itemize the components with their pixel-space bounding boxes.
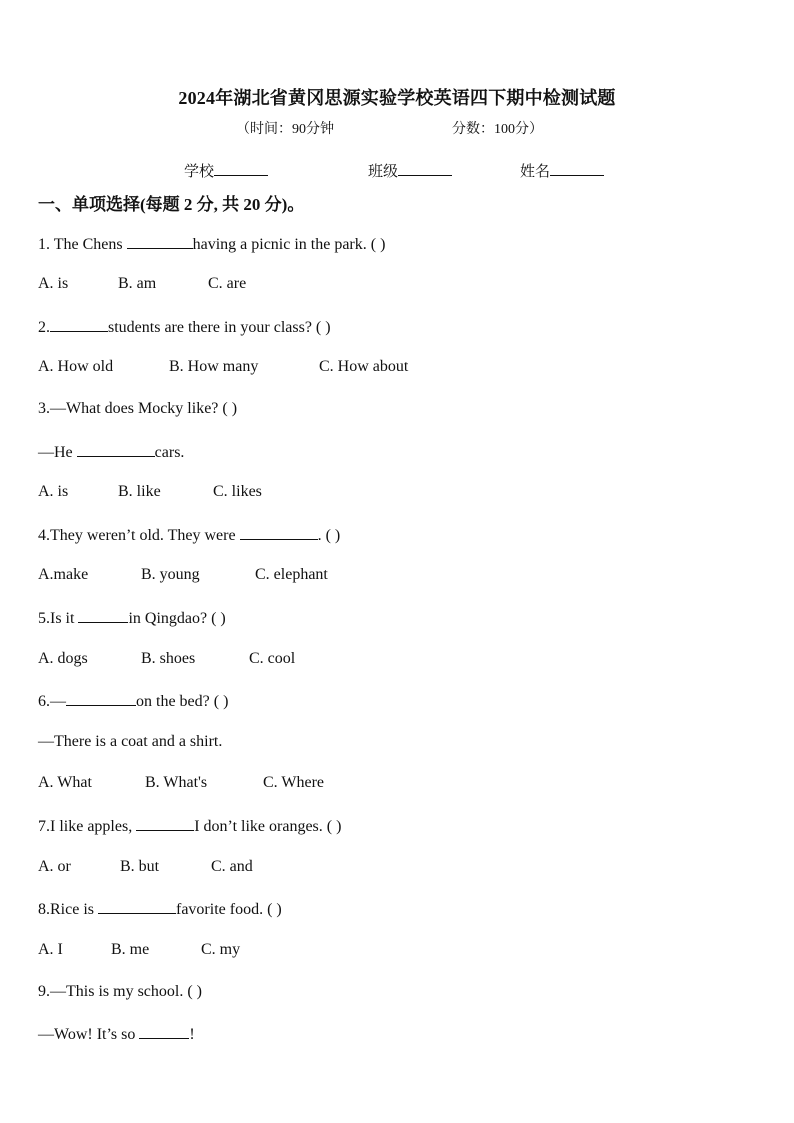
options-6: [38, 774, 324, 792]
question-5: [38, 608, 226, 628]
answer-blank: [78, 608, 128, 623]
option-a: A. What: [38, 774, 92, 791]
name-field: [520, 160, 604, 181]
option-b: B. like: [118, 483, 161, 500]
option-c: C. cool: [249, 650, 296, 667]
reply-text: cars.: [154, 444, 185, 461]
name-label: 姓名: [520, 164, 551, 180]
question-1: [38, 234, 385, 254]
options-4: [38, 566, 328, 584]
option-a: A. is: [38, 483, 69, 500]
options-7: [38, 858, 253, 876]
option-c: C. my: [201, 941, 241, 958]
question-3: [38, 400, 237, 418]
exam-score: 分数：100分）: [452, 122, 543, 137]
options-8: [38, 941, 240, 959]
options-1: [38, 275, 246, 293]
question-text: students are there in your class? ( ): [108, 319, 331, 336]
reply-text: !: [189, 1026, 195, 1043]
question-text: 6.—: [38, 693, 66, 710]
question-8: [38, 899, 282, 919]
answer-blank: [77, 442, 155, 457]
exam-meta: [236, 118, 696, 138]
question-text: 1. The Chens: [38, 236, 127, 253]
option-b: B. am: [118, 275, 157, 292]
question-text: 4.They weren’t old. They were: [38, 527, 240, 544]
question-text: 5.Is it: [38, 610, 79, 627]
question-text: 8.Rice is: [38, 901, 98, 918]
options-2: [38, 358, 408, 376]
question-text: I don’t like oranges. ( ): [194, 818, 342, 835]
option-a: A. or: [38, 858, 71, 875]
option-b: B. How many: [169, 358, 259, 375]
option-c: C. Where: [263, 774, 325, 791]
question-text: 7.I like apples,: [38, 818, 137, 835]
option-b: B. young: [141, 566, 200, 583]
option-b: B. me: [111, 941, 150, 958]
answer-blank: [98, 899, 176, 914]
option-b: B. but: [120, 858, 160, 875]
section-title: 一、单项选择(每题 2 分, 共 20 分)。: [38, 195, 305, 214]
option-a: A. dogs: [38, 650, 88, 667]
page-title: 2024年湖北省黄冈思源实验学校英语四下期中检测试题: [178, 88, 616, 108]
options-5: [38, 650, 295, 668]
option-a: A.make: [38, 566, 89, 583]
school-field: [184, 160, 268, 181]
exam-time: （时间：90分钟: [236, 122, 334, 137]
option-c: C. How about: [319, 358, 409, 375]
options-3: [38, 483, 262, 501]
answer-blank: [50, 317, 108, 332]
option-c: C. are: [208, 275, 247, 292]
school-label: 学校: [184, 164, 215, 180]
reply-text: —He: [38, 444, 77, 461]
option-a: A. is: [38, 275, 69, 292]
class-label: 班级: [368, 164, 399, 180]
answer-blank: [127, 234, 193, 249]
reply-text: —Wow! It’s so: [38, 1026, 140, 1043]
reply-6: [38, 733, 222, 751]
reply-text: —There is a coat and a shirt.: [38, 733, 223, 750]
option-b: B. shoes: [141, 650, 196, 667]
option-a: A. I: [38, 941, 63, 958]
reply-3: [38, 442, 184, 462]
question-text: having a picnic in the park. ( ): [192, 236, 386, 253]
question-6: [38, 691, 228, 711]
question-text: on the bed? ( ): [136, 693, 229, 710]
answer-blank: [66, 691, 136, 706]
name-blank: [550, 161, 604, 176]
question-text: favorite food. ( ): [176, 901, 282, 918]
question-text: 3.—What does Mocky like? ( ): [38, 400, 238, 417]
question-4: [38, 525, 340, 545]
reply-9: [38, 1024, 195, 1044]
question-text: 9.—This is my school. ( ): [38, 983, 202, 1000]
option-b: B. What's: [145, 774, 208, 791]
answer-blank: [136, 816, 194, 831]
option-c: C. and: [211, 858, 253, 875]
question-text: 2.: [38, 319, 50, 336]
class-blank: [398, 161, 452, 176]
class-field: [368, 160, 452, 181]
question-text: . ( ): [317, 527, 341, 544]
answer-blank: [240, 525, 318, 540]
option-a: A. How old: [38, 358, 114, 375]
answer-blank: [139, 1024, 189, 1039]
question-text: in Qingdao? ( ): [128, 610, 226, 627]
question-2: [38, 317, 331, 337]
question-9: [38, 983, 202, 1001]
option-c: C. elephant: [255, 566, 328, 583]
option-c: C. likes: [213, 483, 262, 500]
school-blank: [214, 161, 268, 176]
question-7: [38, 816, 341, 836]
